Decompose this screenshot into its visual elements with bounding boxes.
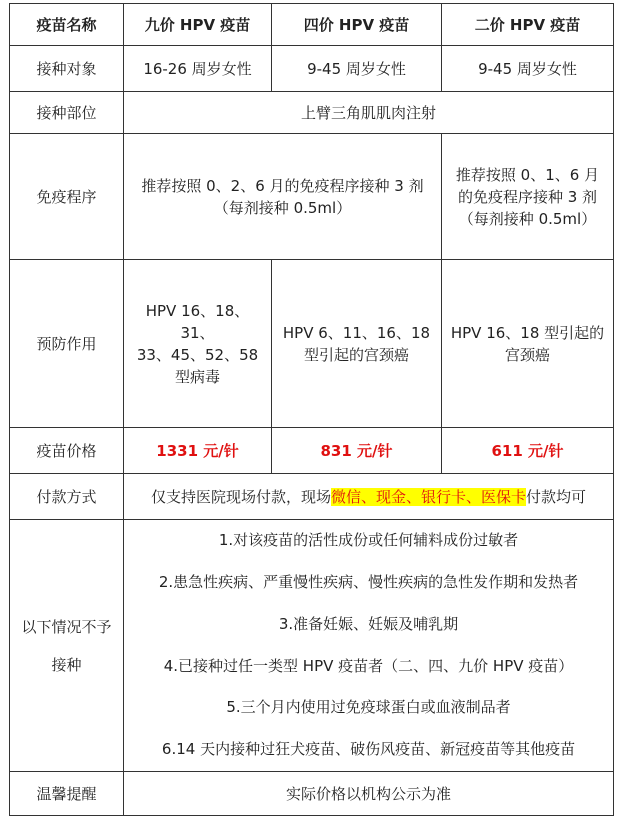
schedule-two-valent-line: 推荐按照 0、1、6 月 bbox=[455, 165, 600, 184]
price-two-valent: 611 元/针 bbox=[442, 428, 614, 474]
target-two-valent: 9-45 周岁女性 bbox=[442, 46, 614, 92]
price-four-valent: 831 元/针 bbox=[272, 428, 442, 474]
schedule-row bbox=[10, 134, 614, 260]
contraindication-item: 1.对该疫苗的活性成份或任何辅料成份过敏者 bbox=[218, 531, 519, 550]
payment-methods-highlight: 微信、现金、银行卡、医保卡 bbox=[330, 487, 526, 506]
contraindication-item: 4.已接种过任一类型 HPV 疫苗者（二、四、九价 HPV 疫苗） bbox=[163, 656, 574, 675]
prevention-label: 预防作用 bbox=[10, 260, 124, 428]
prevention-nine-valent-line: 型病毒 bbox=[174, 367, 220, 386]
target-nine-valent: 16-26 周岁女性 bbox=[124, 46, 272, 92]
schedule-two-valent-line: 的免疫程序接种 3 剂 bbox=[457, 187, 598, 206]
payment-prefix: 仅支持医院现场付款，现场 bbox=[150, 487, 331, 506]
header-four-valent: 四价 HPV 疫苗 bbox=[272, 4, 442, 46]
prevention-four-valent-line: 型引起的宫颈癌 bbox=[303, 345, 409, 364]
price-nine-valent: 1331 元/针 bbox=[124, 428, 272, 474]
prevention-four-valent bbox=[272, 260, 442, 428]
contraindication-item: 6.14 天内接种过狂犬疫苗、破伤风疫苗、新冠疫苗等其他疫苗 bbox=[161, 739, 576, 758]
schedule-two-valent bbox=[442, 134, 614, 260]
prevention-two-valent-line: HPV 16、18 型引起的 bbox=[450, 323, 605, 342]
header-name-label: 疫苗名称 bbox=[10, 4, 124, 46]
schedule-label: 免疫程序 bbox=[10, 134, 124, 260]
prevention-nine-valent-line: HPV 16、18、31、 bbox=[145, 301, 250, 342]
contraindications-label-line: 接种 bbox=[51, 655, 82, 674]
contraindications-label bbox=[10, 520, 124, 772]
contraindication-item: 3.准备妊娠、妊娠及哺乳期 bbox=[278, 614, 459, 633]
payment-row bbox=[10, 474, 614, 520]
site-row bbox=[10, 92, 614, 134]
payment-value bbox=[124, 474, 614, 520]
schedule-merged-line: 推荐按照 0、2、6 月的免疫程序接种 3 剂 bbox=[141, 176, 424, 195]
header-row bbox=[10, 4, 614, 46]
contraindications-label-line: 以下情况不予 bbox=[21, 617, 112, 636]
prevention-four-valent-line: HPV 6、11、16、18 bbox=[282, 323, 431, 342]
price-row bbox=[10, 428, 614, 474]
contraindications-row bbox=[10, 520, 614, 772]
reminder-row bbox=[10, 772, 614, 816]
target-label: 接种对象 bbox=[10, 46, 124, 92]
site-label: 接种部位 bbox=[10, 92, 124, 134]
prevention-two-valent bbox=[442, 260, 614, 428]
payment-label: 付款方式 bbox=[10, 474, 124, 520]
contraindication-item: 5.三个月内使用过免疫球蛋白或血液制品者 bbox=[226, 698, 511, 717]
schedule-merged-line: （每剂接种 0.5ml） bbox=[213, 198, 352, 217]
reminder-value: 实际价格以机构公示为准 bbox=[124, 772, 614, 816]
target-row bbox=[10, 46, 614, 92]
site-value: 上臂三角肌肌肉注射 bbox=[124, 92, 614, 134]
payment-suffix: 付款均可 bbox=[526, 487, 587, 506]
header-two-valent: 二价 HPV 疫苗 bbox=[442, 4, 614, 46]
vaccine-comparison-table bbox=[9, 3, 614, 816]
contraindications-list bbox=[124, 520, 614, 772]
schedule-two-valent-line: （每剂接种 0.5ml） bbox=[458, 209, 597, 228]
schedule-nine-four-valent bbox=[124, 134, 442, 260]
header-nine-valent: 九价 HPV 疫苗 bbox=[124, 4, 272, 46]
prevention-nine-valent bbox=[124, 260, 272, 428]
target-four-valent: 9-45 周岁女性 bbox=[272, 46, 442, 92]
reminder-label: 温馨提醒 bbox=[10, 772, 124, 816]
contraindication-item: 2.患急性疾病、严重慢性疾病、慢性疾病的急性发作期和发热者 bbox=[158, 573, 579, 592]
prevention-row bbox=[10, 260, 614, 428]
price-label: 疫苗价格 bbox=[10, 428, 124, 474]
prevention-two-valent-line: 宫颈癌 bbox=[504, 345, 550, 364]
prevention-nine-valent-line: 33、45、52、58 bbox=[136, 345, 259, 364]
